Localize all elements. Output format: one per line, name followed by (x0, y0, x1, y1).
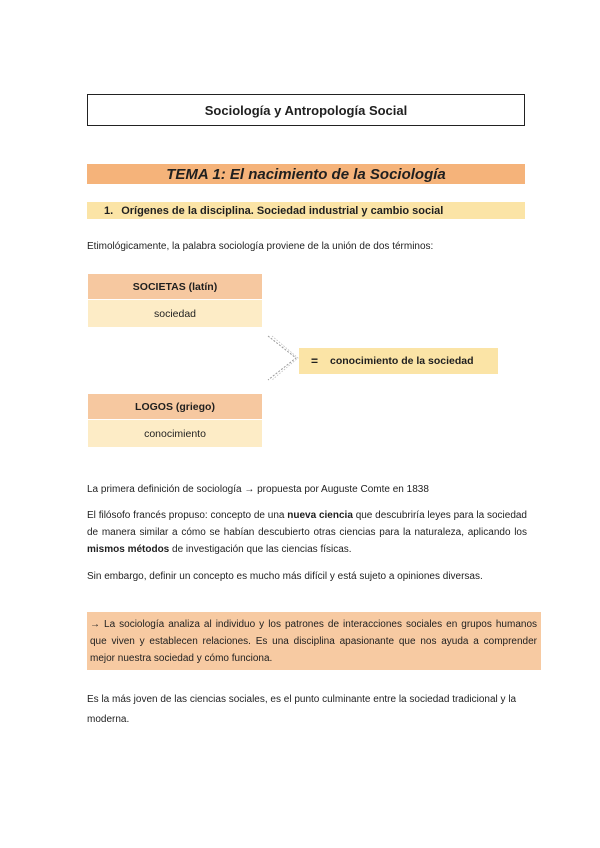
result-text: conocimiento de la sociedad (330, 355, 474, 367)
section-title: Orígenes de la disciplina. Sociedad industrial y cambio social (121, 204, 444, 217)
comte-text-a: La primera definición de sociología (87, 484, 242, 495)
arrow-icon: → (244, 484, 255, 495)
paragraph-sin-embargo: Sin embargo, definir un concepto es mucho más difícil y está sujeto a opiniones diversas. (87, 571, 483, 582)
brace-connector-icon (262, 334, 302, 382)
section-heading (87, 202, 525, 219)
section-number: 1. (104, 204, 114, 217)
comte-text-b: propuesta por Auguste Comte en 1838 (257, 484, 429, 495)
term-societas-head: SOCIETAS (latín) (88, 274, 262, 299)
p2-bold-mismos-metodos: mismos métodos (87, 544, 170, 555)
paragraph-nueva-ciencia (87, 507, 527, 558)
term-logos-meaning: conocimiento (88, 420, 262, 447)
equals-sign: = (311, 354, 319, 368)
term-logos-head: LOGOS (griego) (88, 394, 262, 419)
p2-text-c: que descubriría leyes para la sociedad de manera similar a cómo se habían descubierto otras ciencias para la naturaleza, aplicando los (87, 510, 527, 538)
highlight-box: → La sociología analiza al individuo y los patrones de interacciones sociales en grupos humanos que viven y establecen relaciones. Es una disciplina apasionante que nos ayuda a comprender mejor nuestra sociedad y cómo funciona. (87, 612, 541, 670)
course-title: Sociología y Antropología Social (87, 94, 525, 126)
term-societas-meaning: sociedad (88, 300, 262, 327)
p2-text-a: El filósofo francés propuso: concepto de una (87, 510, 288, 521)
intro-paragraph: Etimológicamente, la palabra sociología proviene de la unión de dos términos: (87, 241, 434, 252)
tema-title: TEMA 1: El nacimiento de la Sociología (87, 164, 525, 184)
p2-text-e: de investigación que las ciencias físicas. (169, 544, 352, 555)
result-box (299, 348, 498, 374)
paragraph-comte (87, 481, 527, 498)
paragraph-mas-joven: Es la más joven de las ciencias sociales, es el punto culminante entre la sociedad tradicional y la moderna. (87, 694, 517, 725)
p2-bold-nueva-ciencia: nueva ciencia (287, 510, 353, 521)
